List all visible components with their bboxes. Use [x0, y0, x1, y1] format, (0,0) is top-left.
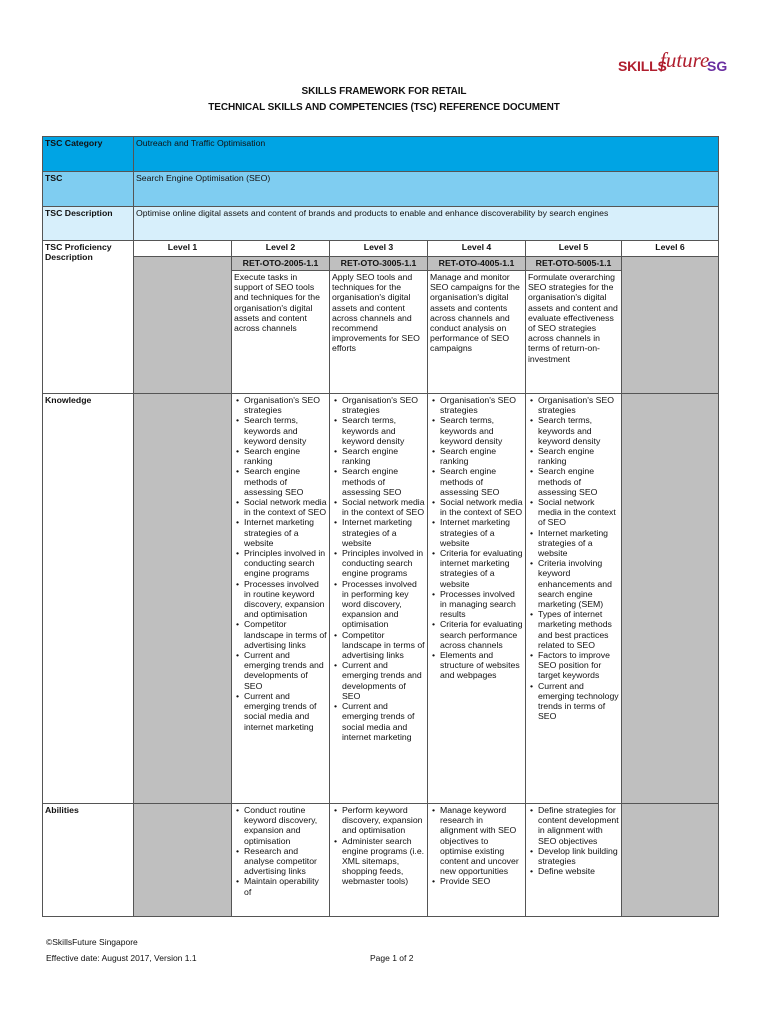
list-item: • Search engine methods of assessing SEO: [244, 466, 327, 497]
list-item: • Manage keyword research in alignment with SEO objectives to optimise existing content and uncover new opportunities: [440, 805, 523, 876]
skillsfuture-logo: [617, 46, 727, 80]
tsc-category-label: TSC Category: [43, 137, 134, 172]
bullet-list: [332, 805, 425, 887]
level-6-empty: [622, 257, 719, 394]
document-subtitle: TECHNICAL SKILLS AND COMPETENCIES (TSC) REFERENCE DOCUMENT: [208, 102, 560, 113]
level-4-header: Level 4: [428, 241, 526, 257]
bullet-list: [234, 395, 327, 732]
level-2-code: RET-OTO-2005-1.1: [232, 257, 330, 271]
list-item: • Internet marketing strategies of a website: [440, 517, 523, 548]
list-item: • Search engine ranking: [440, 446, 523, 466]
proficiency-level-2: Execute tasks in support of SEO tools and techniques for the organisation's digital assets and content across channels: [232, 271, 330, 394]
bullet-list: [332, 395, 425, 742]
list-item: • Search engine ranking: [342, 446, 425, 466]
tsc-table: [42, 136, 719, 917]
list-item: • Conduct routine keyword discovery, expansion and optimisation: [244, 805, 327, 846]
bullet-list: [528, 805, 619, 876]
list-item: • Search terms, keywords and keyword density: [342, 415, 425, 446]
list-item: • Current and emerging technology trends in terms of SEO: [538, 681, 619, 722]
list-item: • Processes involved in performing key word discovery, expansion and optimisation: [342, 579, 425, 630]
list-item: • Competitor landscape in terms of advertising links: [244, 619, 327, 650]
knowledge-row: [43, 394, 719, 804]
list-item: • Processes involved in managing search results: [440, 589, 523, 620]
level-header-row: [43, 241, 719, 257]
tsc-description-value: Optimise online digital assets and content of brands and products to enable and enhance discoverability by search engines: [134, 207, 719, 241]
list-item: • Internet marketing strategies of a website: [342, 517, 425, 548]
list-item: • Organisation's SEO strategies: [538, 395, 619, 415]
bullet-list: [528, 395, 619, 722]
level-1-header: Level 1: [134, 241, 232, 257]
bullet-list: [234, 805, 327, 897]
tsc-value: Search Engine Optimisation (SEO): [134, 172, 719, 207]
list-item: • Search engine ranking: [244, 446, 327, 466]
list-item: • Social network media in the context of SEO: [440, 497, 523, 517]
tsc-category-value: Outreach and Traffic Optimisation: [134, 137, 719, 172]
abilities-label: Abilities: [43, 804, 134, 917]
knowledge-level-5: [526, 394, 622, 804]
tsc-label: TSC: [43, 172, 134, 207]
abilities-level-3: [330, 804, 428, 917]
list-item: • Administer search engine programs (i.e. XML sitemaps, shopping feeds, webmaster tools): [342, 836, 425, 887]
level-6-header: Level 6: [622, 241, 719, 257]
abilities-row: [43, 804, 719, 917]
logo-sg-text: SG: [707, 58, 728, 74]
list-item: • Develop link building strategies: [538, 846, 619, 866]
list-item: • Search terms, keywords and keyword density: [244, 415, 327, 446]
level-3-header: Level 3: [330, 241, 428, 257]
list-item: • Criteria for evaluating internet marketing strategies of a website: [440, 548, 523, 589]
level-1-empty: [134, 257, 232, 394]
list-item: • Social network media in the context of SEO: [244, 497, 327, 517]
list-item: • Organisation's SEO strategies: [342, 395, 425, 415]
knowledge-label: Knowledge: [43, 394, 134, 804]
level-3-code: RET-OTO-3005-1.1: [330, 257, 428, 271]
list-item: • Principles involved in conducting search engine programs: [244, 548, 327, 579]
list-item: • Current and emerging trends and developments of SEO: [244, 650, 327, 691]
footer-copyright: ©SkillsFuture Singapore: [46, 937, 138, 947]
knowledge-level-6: [622, 394, 719, 804]
level-5-code: RET-OTO-5005-1.1: [526, 257, 622, 271]
list-item: • Current and emerging trends of social media and internet marketing: [342, 701, 425, 742]
list-item: • Search terms, keywords and keyword density: [440, 415, 523, 446]
logo-skills-text: SKILLS: [618, 58, 667, 74]
proficiency-level-4: Manage and monitor SEO campaigns for the organisation's digital assets and contents across channels and conduct analysis on performance of SEO campaigns: [428, 271, 526, 394]
list-item: • Search terms, keywords and keyword density: [538, 415, 619, 446]
list-item: • Research and analyse competitor advertising links: [244, 846, 327, 877]
code-row: [43, 257, 719, 271]
list-item: • Maintain operability of: [244, 876, 327, 896]
list-item: • Organisation's SEO strategies: [244, 395, 327, 415]
list-item: • Search engine methods of assessing SEO: [342, 466, 425, 497]
list-item: • Search engine methods of assessing SEO: [440, 466, 523, 497]
tsc-description-label: TSC Description: [43, 207, 134, 241]
knowledge-level-3: [330, 394, 428, 804]
abilities-level-5: [526, 804, 622, 917]
list-item: • Criteria for evaluating search performance across channels: [440, 619, 523, 650]
list-item: • Types of internet marketing methods and best practices related to SEO: [538, 609, 619, 650]
abilities-level-6: [622, 804, 719, 917]
level-5-header: Level 5: [526, 241, 622, 257]
bullet-list: [430, 805, 523, 887]
list-item: • Define strategies for content development in alignment with SEO objectives: [538, 805, 619, 846]
abilities-level-4: [428, 804, 526, 917]
proficiency-label: TSC Proficiency Description: [43, 241, 134, 394]
logo-future-text: future: [660, 48, 710, 72]
page-number: Page 1 of 2: [370, 953, 414, 963]
tsc-category-row: [43, 137, 719, 172]
abilities-level-2: [232, 804, 330, 917]
list-item: • Principles involved in conducting search engine programs: [342, 548, 425, 579]
tsc-row: [43, 172, 719, 207]
list-item: • Factors to improve SEO position for target keywords: [538, 650, 619, 681]
proficiency-level-5: Formulate overarching SEO strategies for the organisation's digital assets and content and evaluate effectiveness of SEO strategies across channels in terms of return-on-investment: [526, 271, 622, 394]
list-item: • Define website: [538, 866, 619, 876]
list-item: • Search engine ranking: [538, 446, 619, 466]
document-title: SKILLS FRAMEWORK FOR RETAIL: [301, 86, 467, 97]
list-item: • Provide SEO: [440, 876, 523, 886]
knowledge-level-1: [134, 394, 232, 804]
list-item: • Organisation's SEO strategies: [440, 395, 523, 415]
list-item: • Elements and structure of websites and webpages: [440, 650, 523, 681]
list-item: • Social network media in the context of SEO: [342, 497, 425, 517]
list-item: • Social network media in the context of SEO: [538, 497, 619, 528]
level-2-header: Level 2: [232, 241, 330, 257]
proficiency-level-3: Apply SEO tools and techniques for the organisation's digital assets and content across channels and recommend improvements for SEO efforts: [330, 271, 428, 394]
list-item: • Competitor landscape in terms of advertising links: [342, 630, 425, 661]
list-item: • Current and emerging trends and developments of SEO: [342, 660, 425, 701]
list-item: • Current and emerging trends of social media and internet marketing: [244, 691, 327, 732]
list-item: • Perform keyword discovery, expansion and optimisation: [342, 805, 425, 836]
tsc-description-row: [43, 207, 719, 241]
list-item: • Processes involved in routine keyword discovery, expansion and optimisation: [244, 579, 327, 620]
knowledge-level-2: [232, 394, 330, 804]
level-4-code: RET-OTO-4005-1.1: [428, 257, 526, 271]
abilities-level-1: [134, 804, 232, 917]
list-item: • Search engine methods of assessing SEO: [538, 466, 619, 497]
list-item: • Internet marketing strategies of a website: [538, 528, 619, 559]
footer-effective-date: Effective date: August 2017, Version 1.1: [46, 953, 197, 963]
list-item: • Criteria involving keyword enhancements and search engine marketing (SEM): [538, 558, 619, 609]
knowledge-level-4: [428, 394, 526, 804]
bullet-list: [430, 395, 523, 681]
list-item: • Internet marketing strategies of a website: [244, 517, 327, 548]
